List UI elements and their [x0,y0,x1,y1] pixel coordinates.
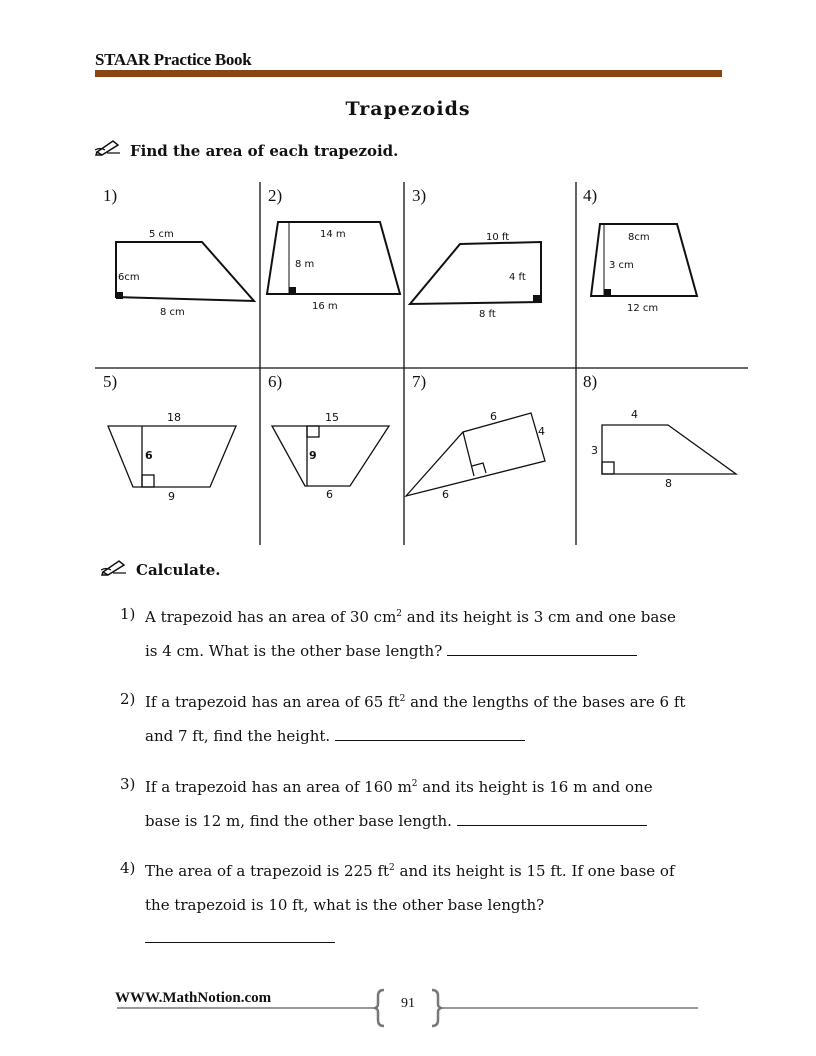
problem-number: 4) [120,859,136,877]
dimension-label: 8 [665,477,672,490]
exponent: 2 [396,609,403,619]
problem-text: base is 12 m, find the other base length. [145,812,457,830]
dimension-label: 12 cm [627,303,659,314]
dimension-label: 18 [167,411,181,424]
exponent: 2 [389,863,395,873]
figure-number: 8) [583,372,598,391]
problem-text: If a trapezoid has an area of 65 ft [145,693,400,711]
problem-text: and its height is 3 cm and one base [402,608,676,626]
dimension-label: 5 cm [149,229,174,240]
figure-number: 2) [268,186,283,205]
dimension-label: 8cm [628,232,650,243]
dimension-label: 3 [591,444,598,457]
problem-number: 2) [120,690,136,708]
dimension-label: 16 m [312,301,338,312]
problem-text: and its height is 15 ft. If one base of [394,862,675,880]
dimension-label: 8 cm [160,307,185,318]
dimension-label: 6 [145,449,153,462]
trapezoid-7 [406,413,545,496]
figure-number: 7) [412,372,427,391]
problem-number: 3) [120,775,136,793]
dimension-label: 9 [309,449,317,462]
dimension-label: 4 [631,408,638,421]
word-problem [120,767,740,838]
section-instruction: Find the area of each trapezoid. [130,142,399,160]
dimension-label: 6 [442,488,449,501]
figure-number: 6) [268,372,283,391]
dimension-label: 3 cm [609,260,634,271]
answer-blank[interactable] [335,726,525,741]
problem-text: the trapezoid is 10 ft, what is the other base length? [145,896,545,914]
trapezoid-6 [272,426,389,486]
problem-number: 1) [120,605,136,623]
trapezoid-5 [108,426,236,487]
dimension-label: 4 ft [509,272,526,283]
problem-text: A trapezoid has an area of 30 cm [145,608,397,626]
page-title: Trapezoids [345,98,471,120]
dimension-label: 4 [538,425,545,438]
dimension-label: 8 m [295,259,315,270]
book-title: STAAR Practice Book [95,50,252,69]
exponent: 2 [411,779,418,789]
dimension-label: 10 ft [486,232,510,243]
figure-number: 3) [412,186,427,205]
problem-text: and the lengths of the bases are 6 ft [405,693,686,711]
figure-number: 5) [103,372,118,391]
problem-text: is 4 cm. What is the other base length? [145,642,448,660]
word-problem [120,597,740,668]
dimension-label: 6 [326,488,333,501]
figure-number: 1) [103,186,118,205]
exponent: 2 [399,694,406,704]
trapezoid-8 [602,425,736,474]
dimension-label: 9 [168,490,175,503]
problem-text: The area of a trapezoid is 225 ft [145,862,390,880]
dimension-label: 14 m [320,229,346,240]
pencil-icon [101,558,127,580]
page-number: 91 [401,996,415,1011]
answer-blank[interactable] [457,811,647,826]
website-link[interactable]: WWW.MathNotion.com [115,990,272,1006]
word-problem [120,851,740,922]
word-problem [120,682,740,753]
dimension-label: 8 ft [479,309,496,320]
section-instruction: Calculate. [136,561,221,579]
problem-text: and 7 ft, find the height. [145,727,335,745]
problem-text: and its height is 16 m and one [417,778,653,796]
answer-blank[interactable] [447,641,637,656]
figure-number: 4) [583,186,598,205]
dimension-label: 6 [490,410,497,423]
dimension-label: 15 [325,411,339,424]
answer-blank[interactable] [145,942,335,943]
problem-text: If a trapezoid has an area of 160 m [145,778,412,796]
dimension-label: 6cm [118,272,140,283]
